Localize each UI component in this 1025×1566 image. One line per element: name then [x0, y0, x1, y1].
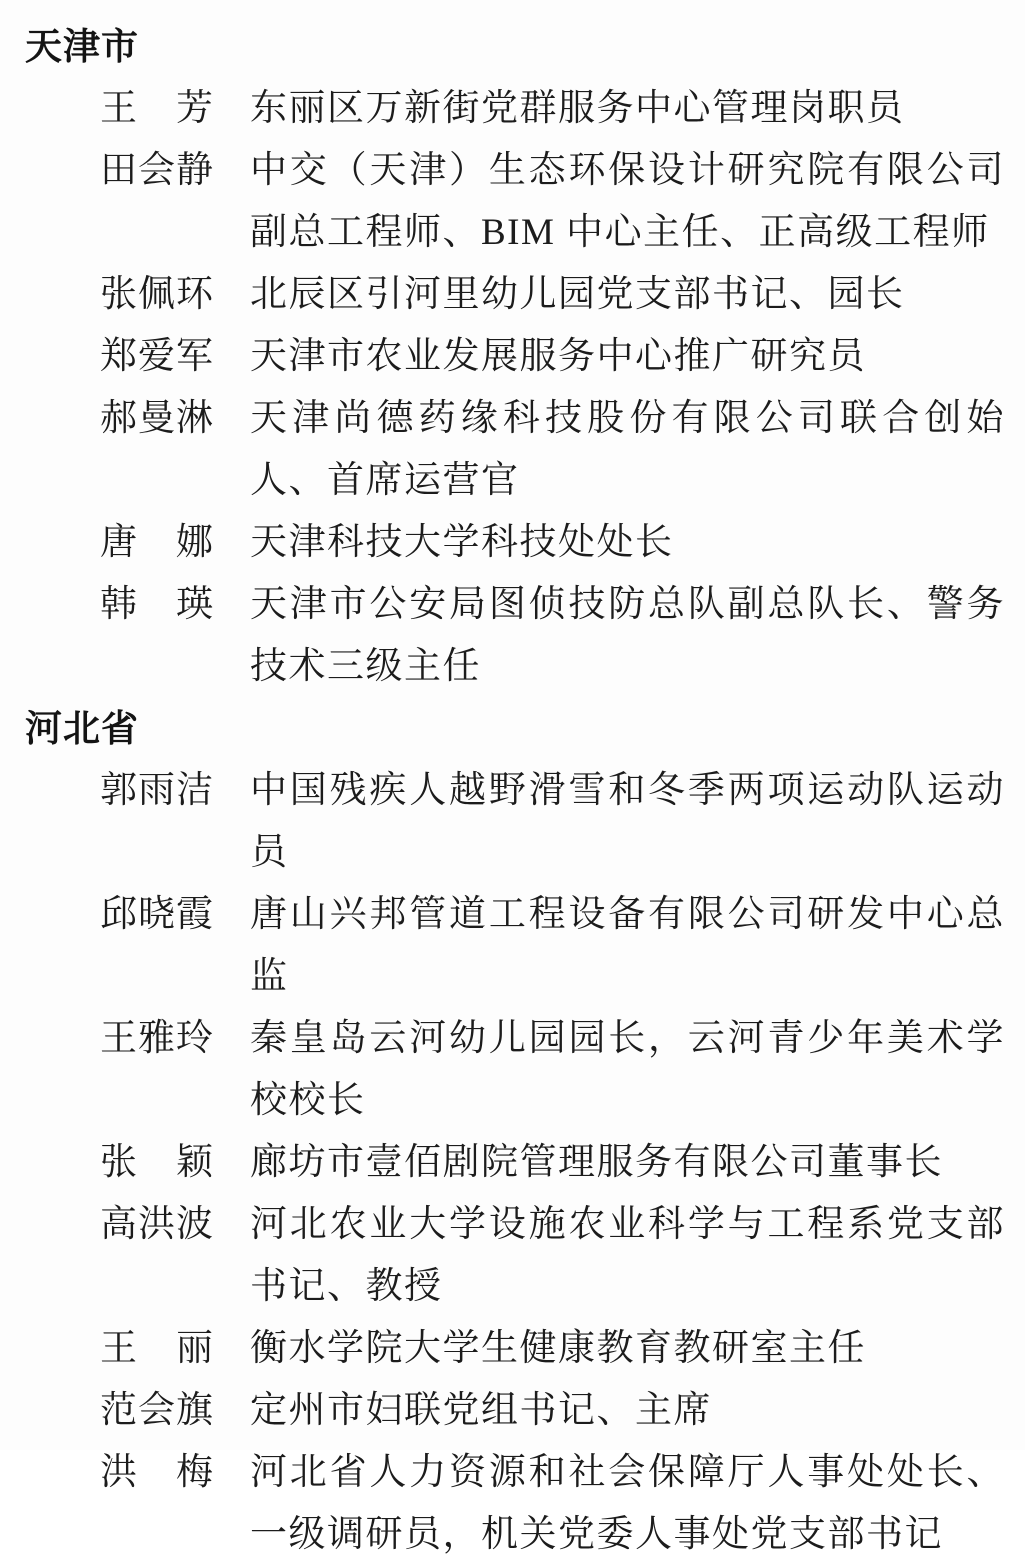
person-title: 中国残疾人越野滑雪和冬季两项运动队运动员: [250, 770, 1005, 873]
person-title: 秦皇岛云河幼儿园园长，云河青少年美术学校校长: [250, 1018, 1005, 1121]
person-title: 衡水学院大学生健康教育教研室主任: [250, 1328, 866, 1369]
entry-row: [100, 1380, 1025, 1442]
section-tianjin: [0, 16, 1025, 698]
person-name: 韩 瑛: [100, 584, 214, 625]
entry-row: [100, 574, 1025, 698]
person-name: 邱晓霞: [100, 894, 214, 935]
entry-row: [100, 1442, 1025, 1566]
person-title: 天津市公安局图侦技防总队副总队长、警务技术三级主任: [250, 584, 1005, 687]
person-name: 郭雨洁: [100, 770, 214, 811]
person-name: 洪 梅: [100, 1452, 214, 1493]
person-name: 郑爱军: [100, 336, 214, 377]
person-title: 河北农业大学设施农业科学与工程系党支部书记、教授: [250, 1204, 1005, 1307]
person-title: 唐山兴邦管道工程设备有限公司研发中心总监: [250, 894, 1005, 997]
entry-row: [100, 884, 1025, 1008]
entry-row: [100, 326, 1025, 388]
entry-row: [100, 512, 1025, 574]
entry-row: [100, 1008, 1025, 1132]
person-name: 唐 娜: [100, 522, 214, 563]
person-title: 河北省人力资源和社会保障厅人事处处长、一级调研员，机关党委人事处党支部书记: [250, 1452, 1005, 1555]
person-name: 郝曼淋: [100, 398, 214, 439]
entry-row: [100, 140, 1025, 264]
region-header: 河北省: [25, 708, 139, 749]
person-title: 廊坊市壹佰剧院管理服务有限公司董事长: [250, 1142, 943, 1183]
person-name: 王雅玲: [100, 1018, 214, 1059]
entry-row: [100, 264, 1025, 326]
region-header: 天津市: [25, 26, 139, 67]
person-name: 田会静: [100, 150, 214, 191]
person-name: 王 芳: [100, 88, 214, 129]
entry-row: [100, 1132, 1025, 1194]
person-title: 北辰区引河里幼儿园党支部书记、园长: [250, 274, 905, 315]
entry-row: [100, 388, 1025, 512]
entry-row: [100, 1318, 1025, 1380]
person-name: 高洪波: [100, 1204, 214, 1245]
person-title: 东丽区万新街党群服务中心管理岗职员: [250, 88, 905, 129]
entry-row: [100, 760, 1025, 884]
person-name: 范会旗: [100, 1390, 214, 1431]
person-title: 天津科技大学科技处处长: [250, 522, 674, 563]
person-title: 天津尚德药缘科技股份有限公司联合创始人、首席运营官: [250, 398, 1005, 501]
person-title: 天津市农业发展服务中心推广研究员: [250, 336, 866, 377]
person-name: 王 丽: [100, 1328, 214, 1369]
section-hebei: [0, 698, 1025, 1566]
person-name: 张 颖: [100, 1142, 214, 1183]
person-name: 张佩环: [100, 274, 214, 315]
entry-row: [100, 78, 1025, 140]
entry-row: [100, 1194, 1025, 1318]
person-title: 中交（天津）生态环保设计研究院有限公司副总工程师、BIM 中心主任、正高级工程师: [250, 150, 1005, 253]
person-title: 定州市妇联党组书记、主席: [250, 1390, 712, 1431]
